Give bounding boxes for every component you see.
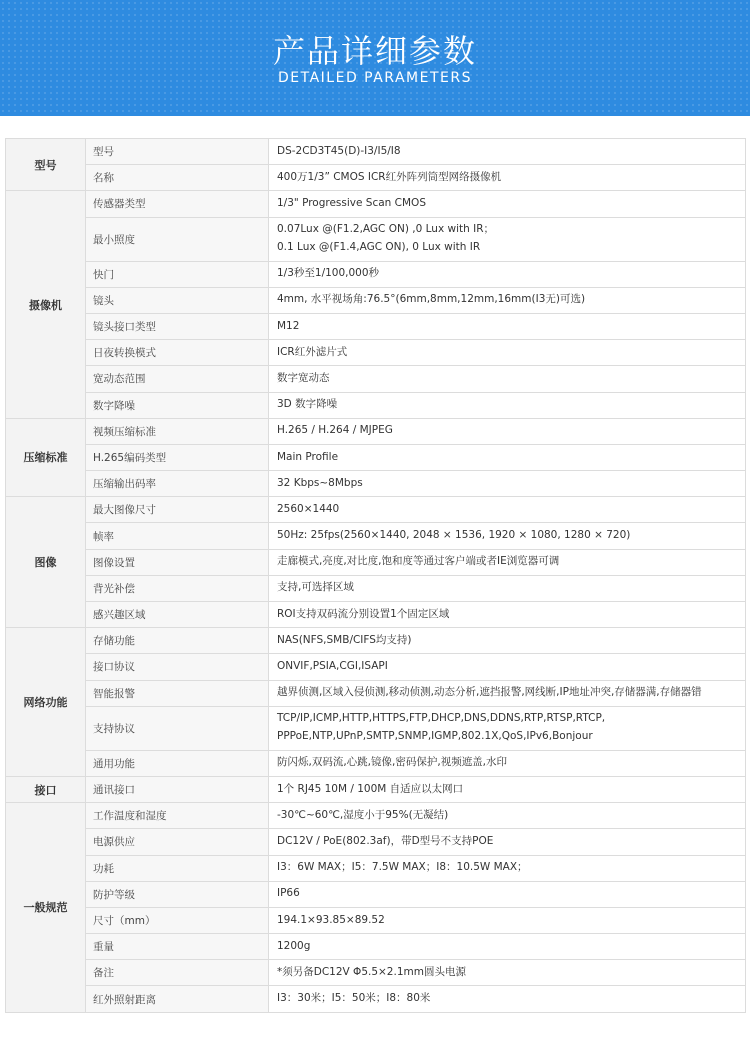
param-name: 工作温度和湿度 — [86, 803, 269, 829]
param-value-line: I3：30米；I5：50米；I8：80米 — [277, 992, 431, 1005]
param-value-line: 走廊模式,亮度,对比度,饱和度等通过客户端或者IE浏览器可调 — [277, 555, 560, 568]
param-name: 日夜转换模式 — [86, 340, 269, 366]
table-row — [6, 366, 746, 392]
table-row — [6, 217, 746, 261]
param-value — [269, 471, 746, 497]
param-name: 型号 — [86, 139, 269, 165]
table-row — [6, 628, 746, 654]
param-value — [269, 654, 746, 680]
table-row — [6, 287, 746, 313]
page-title: 产品详细参数 — [272, 32, 477, 70]
spec-table — [5, 138, 746, 1013]
param-name: 快门 — [86, 261, 269, 287]
table-row — [6, 706, 746, 750]
param-value — [269, 523, 746, 549]
param-name: 接口协议 — [86, 654, 269, 680]
table-row — [6, 313, 746, 339]
table-row — [6, 855, 746, 881]
param-value — [269, 261, 746, 287]
spec-table-body — [6, 139, 746, 1013]
param-name: 存储功能 — [86, 628, 269, 654]
table-row — [6, 829, 746, 855]
param-value-line: ICR红外滤片式 — [277, 345, 348, 358]
param-value — [269, 706, 746, 750]
param-name: 最小照度 — [86, 217, 269, 261]
param-value — [269, 628, 746, 654]
param-value — [269, 165, 746, 191]
param-value — [269, 549, 746, 575]
param-value — [269, 907, 746, 933]
page-subtitle: DETAILED PARAMETERS — [278, 70, 472, 86]
param-name: 背光补偿 — [86, 575, 269, 601]
param-value — [269, 287, 746, 313]
param-value — [269, 855, 746, 881]
param-value — [269, 139, 746, 165]
param-value-line: 1200g — [277, 939, 311, 952]
param-value — [269, 418, 746, 444]
param-value — [269, 497, 746, 523]
table-row — [6, 549, 746, 575]
param-value — [269, 776, 746, 802]
param-value-line: H.265 / H.264 / MJPEG — [277, 424, 393, 437]
table-row — [6, 960, 746, 986]
header-banner — [0, 0, 750, 116]
param-name: 红外照射距离 — [86, 986, 269, 1012]
param-name: 宽动态范围 — [86, 366, 269, 392]
param-name: 防护等级 — [86, 881, 269, 907]
table-row — [6, 986, 746, 1012]
param-value-line: DS-2CD3T45(D)-I3/I5/I8 — [277, 144, 401, 157]
param-name: 镜头接口类型 — [86, 313, 269, 339]
param-value — [269, 602, 746, 628]
param-name: 支持协议 — [86, 706, 269, 750]
table-row — [6, 575, 746, 601]
param-value — [269, 340, 746, 366]
param-name: 感兴趣区域 — [86, 602, 269, 628]
table-row — [6, 750, 746, 776]
category-cell: 型号 — [6, 139, 86, 191]
table-row — [6, 602, 746, 628]
param-name: 镜头 — [86, 287, 269, 313]
table-row — [6, 680, 746, 706]
category-cell: 摄像机 — [6, 191, 86, 418]
param-value — [269, 392, 746, 418]
param-value — [269, 575, 746, 601]
param-value-line: 32 Kbps~8Mbps — [277, 476, 363, 489]
table-row — [6, 444, 746, 470]
table-row — [6, 934, 746, 960]
param-value — [269, 803, 746, 829]
param-value — [269, 444, 746, 470]
table-row — [6, 471, 746, 497]
param-name: 图像设置 — [86, 549, 269, 575]
param-value-line: 1个 RJ45 10M / 100M 自适应以太网口 — [277, 782, 464, 795]
param-value — [269, 750, 746, 776]
param-value-line: PPPoE,NTP,UPnP,SMTP,SNMP,IGMP,802.1X,QoS,IPv6,Bonjour — [277, 730, 593, 743]
param-value-line: M12 — [277, 319, 300, 332]
param-value-line: 防闪烁,双码流,心跳,镜像,密码保护,视频遮盖,水印 — [277, 756, 508, 769]
param-value-line: ONVIF,PSIA,CGI,ISAPI — [277, 660, 388, 673]
table-row — [6, 392, 746, 418]
category-cell: 压缩标准 — [6, 418, 86, 497]
table-row — [6, 139, 746, 165]
param-value — [269, 191, 746, 217]
param-value — [269, 217, 746, 261]
category-cell: 网络功能 — [6, 628, 86, 777]
param-value — [269, 960, 746, 986]
param-value-line: 400万1/3” CMOS ICR红外阵列筒型网络摄像机 — [277, 170, 502, 183]
param-value — [269, 680, 746, 706]
param-value-line: 50Hz: 25fps(2560×1440, 2048 × 1536, 1920 × 1080, 1280 × 720) — [277, 529, 631, 542]
param-name: 帧率 — [86, 523, 269, 549]
param-name: H.265编码类型 — [86, 444, 269, 470]
param-value-line: 2560×1440 — [277, 502, 340, 515]
param-value — [269, 934, 746, 960]
table-row — [6, 881, 746, 907]
param-value-line: DC12V / PoE(802.3af)，带D型号不支持POE — [277, 834, 494, 847]
param-value-line: 越界侦测,区域入侵侦测,移动侦测,动态分析,遮挡报警,网线断,IP地址冲突,存储器满,存储器错 — [277, 686, 702, 699]
table-row — [6, 191, 746, 217]
table-row — [6, 803, 746, 829]
table-row — [6, 165, 746, 191]
param-name: 通用功能 — [86, 750, 269, 776]
param-value-line: 194.1×93.85×89.52 — [277, 913, 385, 926]
param-name: 智能报警 — [86, 680, 269, 706]
param-value-line: 支持,可选择区域 — [277, 581, 354, 594]
param-value-line: 0.1 Lux @(F1.4,AGC ON), 0 Lux with IR — [277, 241, 481, 254]
table-row — [6, 907, 746, 933]
param-name: 压缩输出码率 — [86, 471, 269, 497]
param-value-line: ROI支持双码流分别设置1个固定区域 — [277, 607, 450, 620]
category-cell: 接口 — [6, 776, 86, 802]
param-name: 备注 — [86, 960, 269, 986]
param-name: 最大图像尺寸 — [86, 497, 269, 523]
param-name: 电源供应 — [86, 829, 269, 855]
param-name: 数字降噪 — [86, 392, 269, 418]
category-cell: 一般规范 — [6, 803, 86, 1013]
param-value-line: I3：6W MAX；I5：7.5W MAX；I8：10.5W MAX； — [277, 861, 528, 874]
param-value — [269, 366, 746, 392]
table-row — [6, 497, 746, 523]
param-value — [269, 881, 746, 907]
param-value-line: 数字宽动态 — [277, 371, 330, 384]
param-value — [269, 313, 746, 339]
param-value-line: NAS(NFS,SMB/CIFS均支持) — [277, 633, 412, 646]
param-name: 视频压缩标准 — [86, 418, 269, 444]
param-value — [269, 986, 746, 1012]
param-value-line: 3D 数字降噪 — [277, 398, 338, 411]
table-row — [6, 654, 746, 680]
param-value-line: 0.07Lux @(F1.2,AGC ON) ,0 Lux with IR； — [277, 223, 495, 236]
param-value-line: IP66 — [277, 887, 300, 900]
param-value — [269, 829, 746, 855]
category-cell: 图像 — [6, 497, 86, 628]
param-value-line: Main Profile — [277, 450, 339, 463]
param-value-line: 1/3秒至1/100,000秒 — [277, 267, 380, 280]
param-name: 尺寸（mm） — [86, 907, 269, 933]
param-name: 名称 — [86, 165, 269, 191]
param-name: 通讯接口 — [86, 776, 269, 802]
table-row — [6, 418, 746, 444]
table-row — [6, 261, 746, 287]
table-row — [6, 340, 746, 366]
table-row — [6, 776, 746, 802]
param-value-line: TCP/IP,ICMP,HTTP,HTTPS,FTP,DHCP,DNS,DDNS,RTP,RTSP,RTCP, — [277, 712, 606, 725]
table-row — [6, 523, 746, 549]
param-name: 传感器类型 — [86, 191, 269, 217]
param-value-line: *须另备DC12V Φ5.5×2.1mm圆头电源 — [277, 965, 466, 978]
param-value-line: 1/3" Progressive Scan CMOS — [277, 197, 426, 210]
param-name: 重量 — [86, 934, 269, 960]
param-value-line: 4mm, 水平视场角:76.5°(6mm,8mm,12mm,16mm(I3无)可选) — [277, 293, 586, 306]
param-value-line: -30℃~60℃,湿度小于95%(无凝结) — [277, 808, 449, 821]
param-name: 功耗 — [86, 855, 269, 881]
